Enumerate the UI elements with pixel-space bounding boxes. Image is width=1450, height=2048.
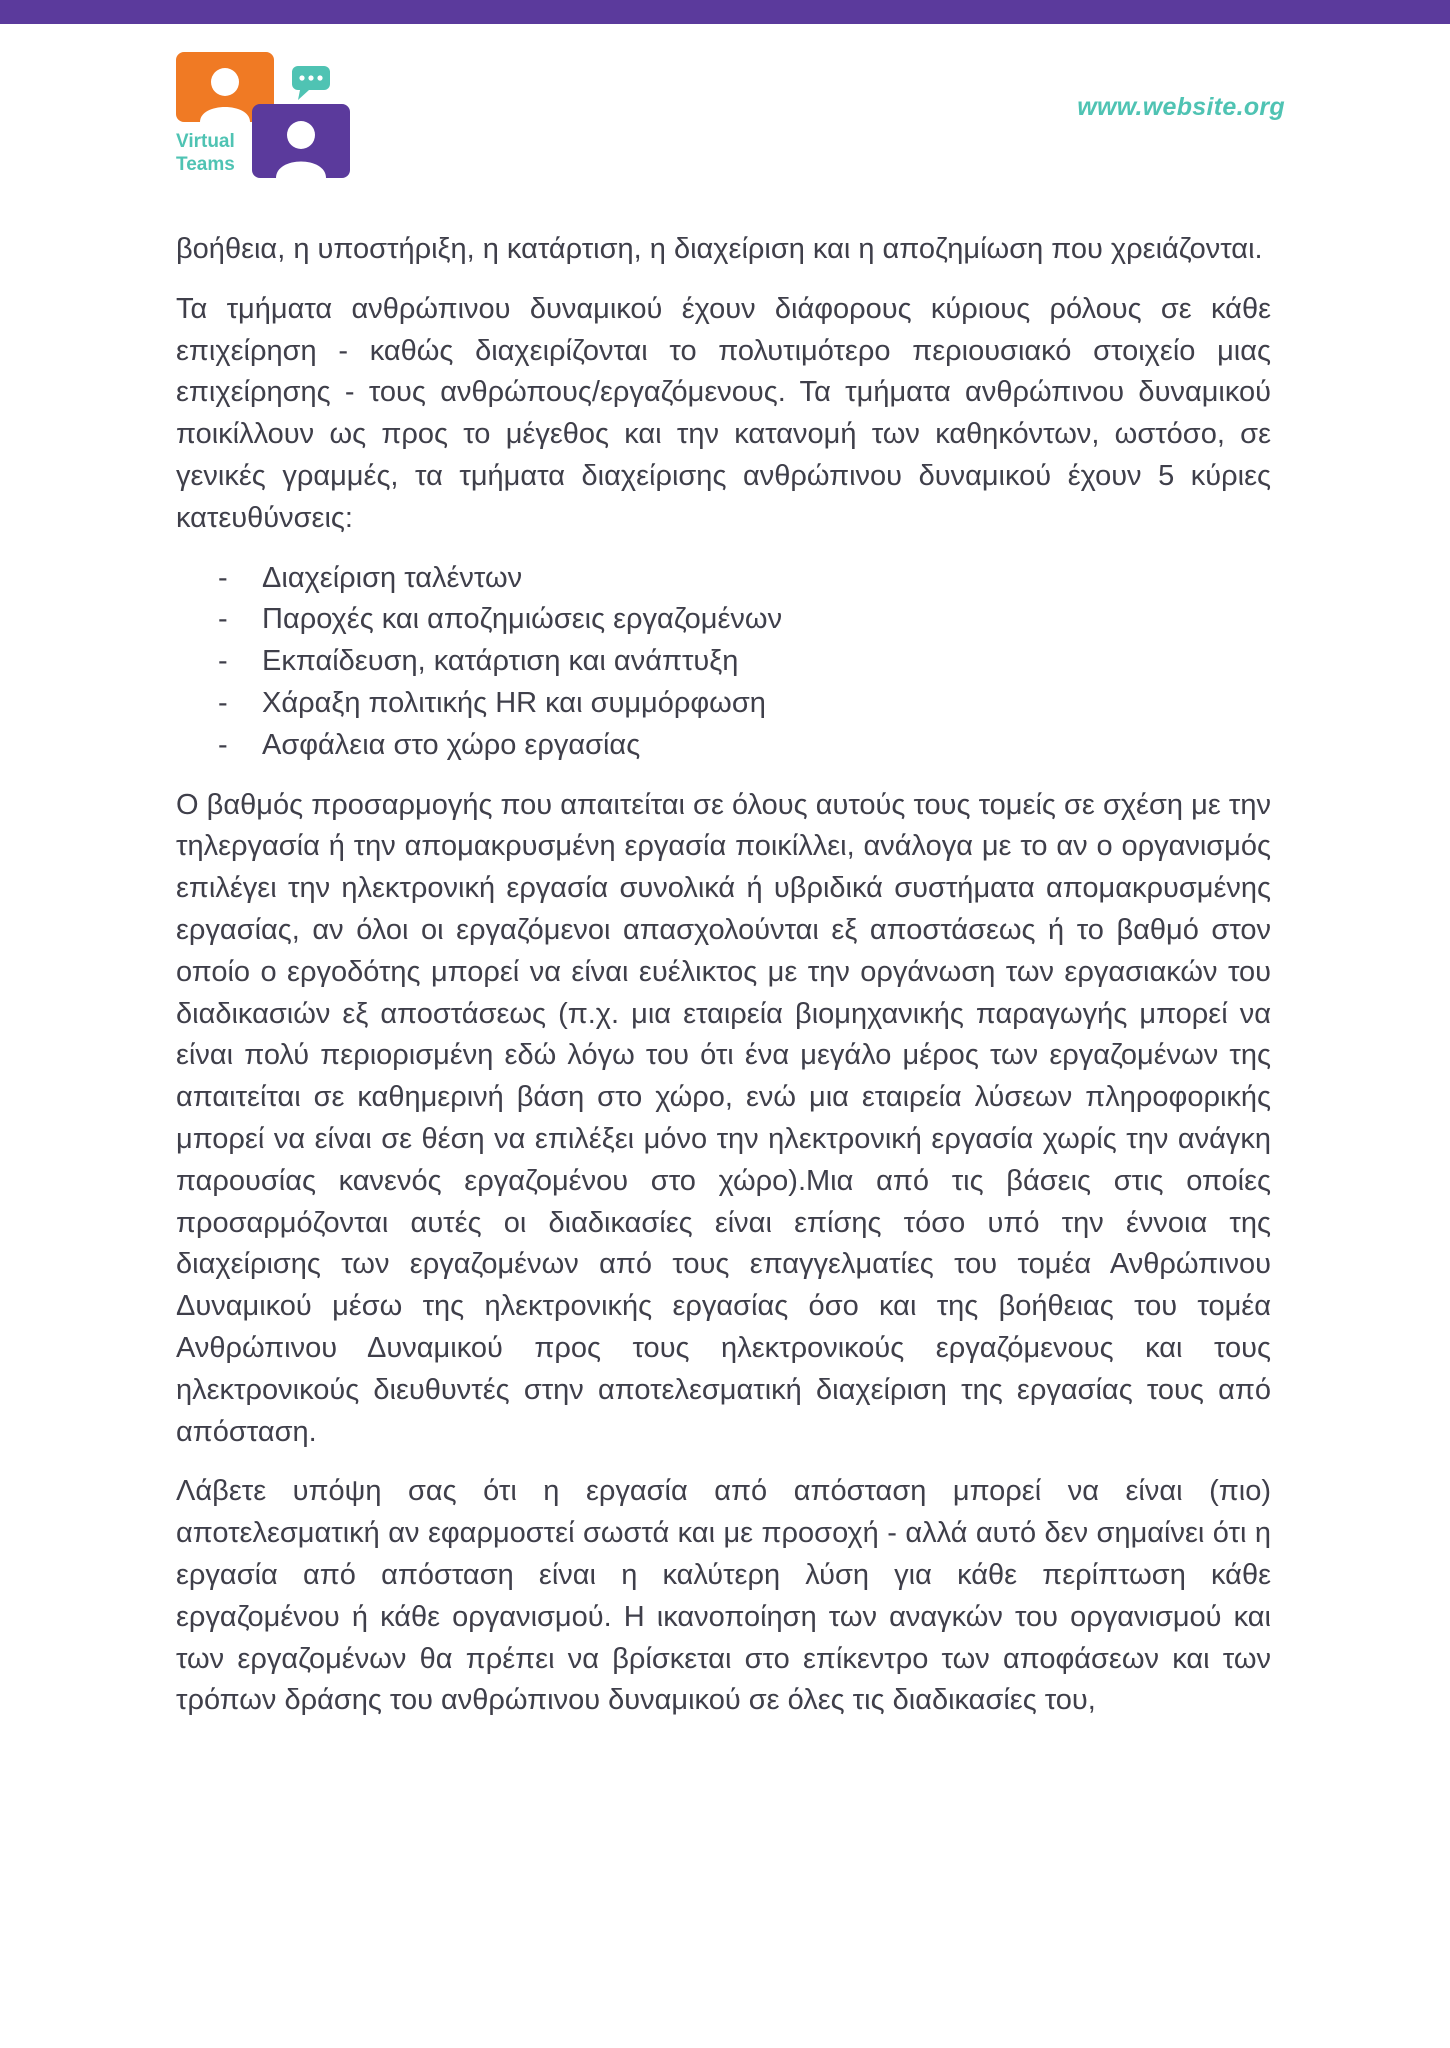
list-item-text: Ασφάλεια στο χώρο εργασίας <box>262 728 641 761</box>
bullet-dash: - <box>218 728 228 761</box>
bullet-dash: - <box>218 645 228 678</box>
bullet-dash: - <box>218 603 228 636</box>
bullet-dash: - <box>218 686 228 719</box>
paragraph-1: βοήθεια, η υποστήριξη, η κατάρτιση, η διαχείριση και η αποζημίωση που χρειάζονται. <box>176 233 1263 265</box>
list-item <box>176 558 1271 600</box>
list-item-text: Παροχές και αποζημιώσεις εργαζομένων <box>262 603 783 636</box>
website-url: www.website.org <box>1077 93 1285 121</box>
list-item-text: Διαχείριση ταλέντων <box>262 561 523 594</box>
document-body <box>176 229 1271 1740</box>
top-accent-bar <box>0 0 1450 24</box>
logo-wordmark-line2: Teams <box>176 154 235 175</box>
logo-wordmark-line1: Virtual <box>176 131 235 152</box>
list-item-text: Εκπαίδευση, κατάρτιση και ανάπτυξη <box>262 645 739 678</box>
list-item <box>176 599 1271 641</box>
bullet-dash: - <box>218 561 228 594</box>
paragraph-4: Λάβετε υπόψη σας ότι η εργασία από απόσταση μπορεί να είναι (πιο) αποτελεσματική αν εφαρμοστεί σωστά και με προσοχή - αλλά αυτό δεν σημαίνει ότι η εργασία από απόσταση είναι η καλύτερη λύση για κάθε περίπτωση κάθε εργαζομένου ή κάθε οργανισμού. Η ικανοποίηση των αναγκών του οργανισμού και των εργαζομένων θα πρέπει να βρίσκεται στο επίκεντρο των αποφάσεων και των τρόπων δράσης του ανθρώπινου δυναμικού σε όλες τις διαδικασίες του, <box>176 1475 1271 1717</box>
hr-directions-list <box>176 558 1271 767</box>
paragraph-2: Τα τμήματα ανθρώπινου δυναμικού έχουν διάφορους κύριους ρόλους σε κάθε επιχείρηση - καθώς διαχειρίζονται το πολυτιμότερο περιουσιακό στοιχείο μιας επιχείρησης - τους ανθρώπους/εργαζόμενους. Τα τμήματα ανθρώπινου δυναμικού ποικίλλουν ως προς το μέγεθος και την κατανομή των καθηκόντων, ωστόσο, σε γενικές γραμμές, τα τμήματα διαχείρισης ανθρώπινου δυναμικού έχουν 5 κύριες κατευθύνσεις: <box>176 292 1271 534</box>
list-item <box>176 641 1271 683</box>
paragraph-3: Ο βαθμός προσαρμογής που απαιτείται σε όλους αυτούς τους τομείς σε σχέση με την τηλεργασία ή την απομακρυσμένη εργασία ποικίλλει, ανάλογα με το αν ο οργανισμός επιλέγει την ηλεκτρονική εργασία συνολικά ή υβριδικά συστήματα απομακρυσμένης εργασίας, αν όλοι οι εργαζόμενοι απασχολούνται εξ αποστάσεως ή το βαθμό στον οποίο ο εργοδότης μπορεί να είναι ευέλικτος με την οργάνωση των εργασιακών του διαδικασιών εξ αποστάσεως (π.χ. μια εταιρεία βιομηχανικής παραγωγής μπορεί να είναι πολύ περιορισμένη εδώ λόγω του ότι ένα μεγάλο μέρος των εργαζομένων της απαιτείται σε καθημερινή βάση στο χώρο, ενώ μια εταιρεία λύσεων πληροφορικής μπορεί να είναι σε θέση να επιλέξει μόνο την ηλεκτρονική εργασία χωρίς την ανάγκη παρουσίας κανενός εργαζομένου στο χώρο).Μια από τις βάσεις στις οποίες προσαρμόζονται αυτές οι διαδικασίες είναι επίσης τόσο υπό την έννοια της διαχείρισης των εργαζομένων από τους επαγγελματίες του τομέα Ανθρώπινου Δυναμικού μέσω της ηλεκτρονικής εργασίας όσο και της βοήθειας του τομέα Ανθρώπινου Δυναμικού προς τους ηλεκτρονικούς εργαζόμενους και τους ηλεκτρονικούς διευθυντές στην αποτελεσματική διαχείριση της εργασίας τους από απόσταση. <box>176 788 1271 1448</box>
list-item-text: Χάραξη πολιτικής HR και συμμόρφωση <box>262 686 766 719</box>
list-item <box>176 683 1271 725</box>
list-item <box>176 725 1271 767</box>
virtual-teams-logo <box>176 52 356 182</box>
